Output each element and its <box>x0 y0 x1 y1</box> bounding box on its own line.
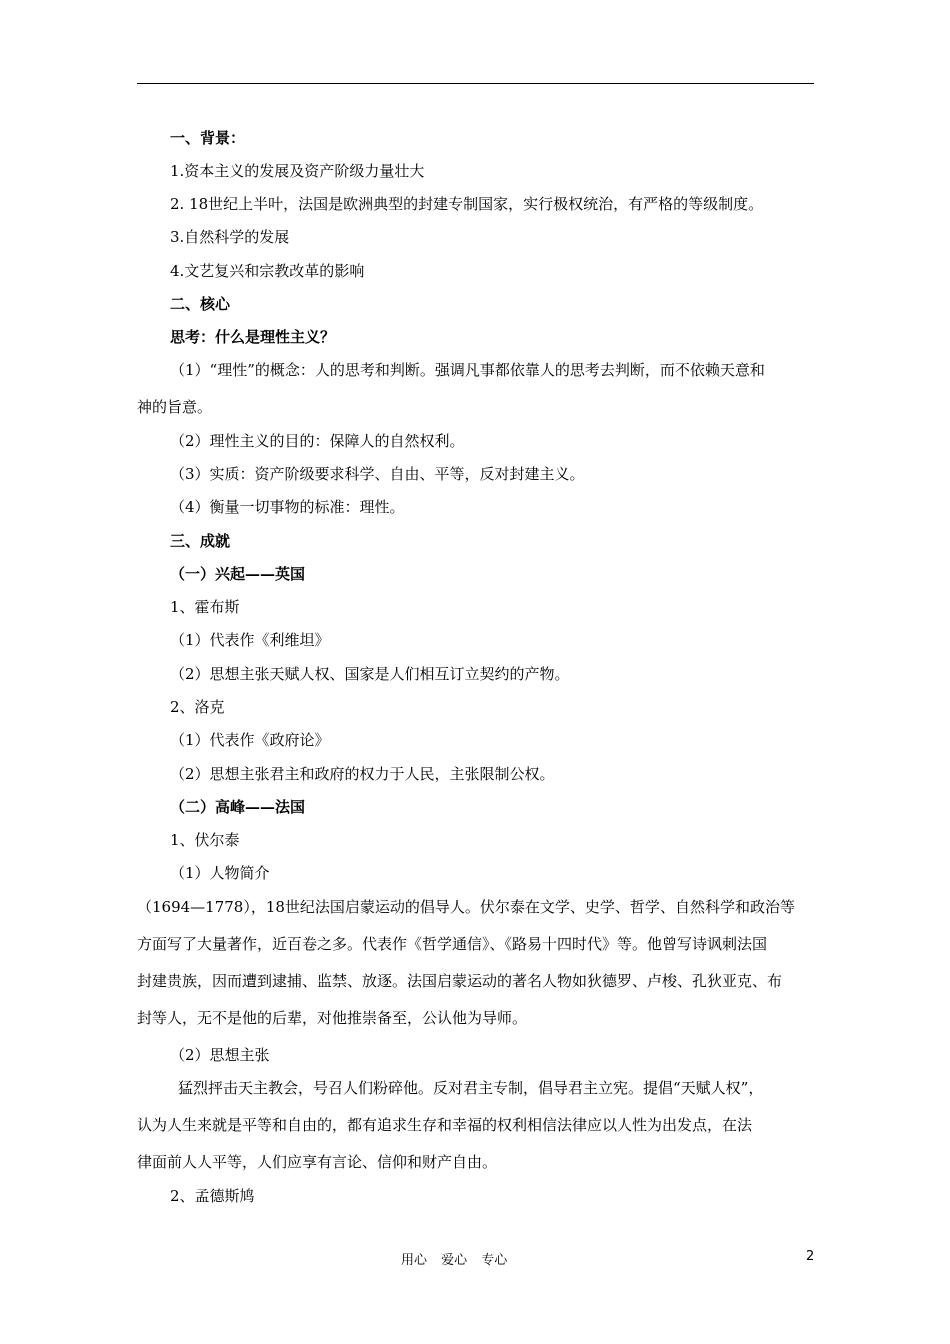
text-line: 律面前人人平等，人们应享有言论、信仰和财产自由。 <box>137 1153 498 1171</box>
text-line: 2、孟德斯鸠 <box>170 1187 255 1205</box>
section-heading: （二）高峰——法国 <box>170 798 306 816</box>
text-line: 神的旨意。 <box>137 398 213 416</box>
text-line: （1）代表作《利维坦》 <box>170 631 330 649</box>
text-line: 认为人生来就是平等和自由的，都有追求生存和幸福的权利相信法律应以人性为出发点，在法 <box>137 1116 753 1134</box>
page-number: 2 <box>806 1249 815 1264</box>
text-line: 2、洛克 <box>170 698 225 716</box>
section-heading: 三、成就 <box>170 532 231 550</box>
text-line: （2）思想主张君主和政府的权力于人民，主张限制公权。 <box>170 765 555 783</box>
text-line: 封等人，无不是他的后辈，对他推崇备至，公认他为导师。 <box>137 1009 528 1027</box>
section-heading: 一、背景： <box>170 129 246 147</box>
text-line: 1、霍布斯 <box>170 598 240 616</box>
text-line: （2）思想主张 <box>170 1046 270 1064</box>
section-heading: （一）兴起——英国 <box>170 565 306 583</box>
text-line: （1）人物简介 <box>170 864 270 882</box>
text-line: 3.自然科学的发展 <box>170 228 290 246</box>
text-line: （2）理性主义的目的：保障人的自然权利。 <box>170 432 465 450</box>
text-line: 封建贵族，因而遭到逮捕、监禁、放逐。法国启蒙运动的著名人物如狄德罗、卢梭、孔狄亚克、布 <box>137 972 783 990</box>
text-line: 方面写了大量著作，近百卷之多。代表作《哲学通信》、《路易十四时代》等。他曾写诗讽刺法国 <box>137 935 768 953</box>
footer-motto: 用心 爱心 专心 <box>401 1253 508 1268</box>
text-line: 1.资本主义的发展及资产阶级力量壮大 <box>170 162 425 180</box>
text-line: 4.文艺复兴和宗教改革的影响 <box>170 262 365 280</box>
text-line: 1、伏尔泰 <box>170 831 240 849</box>
text-line: （3）实质：资产阶级要求科学、自由、平等，反对封建主义。 <box>170 465 585 483</box>
text-line: 猛烈抨击天主教会，号召人们粉碎他。反对君主专制，倡导君主立宪。提倡“天赋人权”， <box>178 1079 764 1097</box>
section-heading: 思考：什么是理性主义？ <box>170 328 336 346</box>
text-line: 2. 18世纪上半叶，法国是欧洲典型的封建专制国家，实行极权统治，有严格的等级制度。 <box>170 195 764 213</box>
text-line: （1694—1778），18世纪法国启蒙运动的倡导人。伏尔泰在文学、史学、哲学、自然科学和政治等 <box>137 898 795 916</box>
text-line: （4）衡量一切事物的标准：理性。 <box>170 498 405 516</box>
text-line: （1）代表作《政府论》 <box>170 731 330 749</box>
text-line: （1）“理性”的概念：人的思考和判断。强调凡事都依靠人的思考去判断，而不依赖天意和 <box>170 361 765 379</box>
header-rule <box>137 83 814 84</box>
section-heading: 二、核心 <box>170 295 231 313</box>
text-line: （2）思想主张天赋人权、国家是人们相互订立契约的产物。 <box>170 665 570 683</box>
